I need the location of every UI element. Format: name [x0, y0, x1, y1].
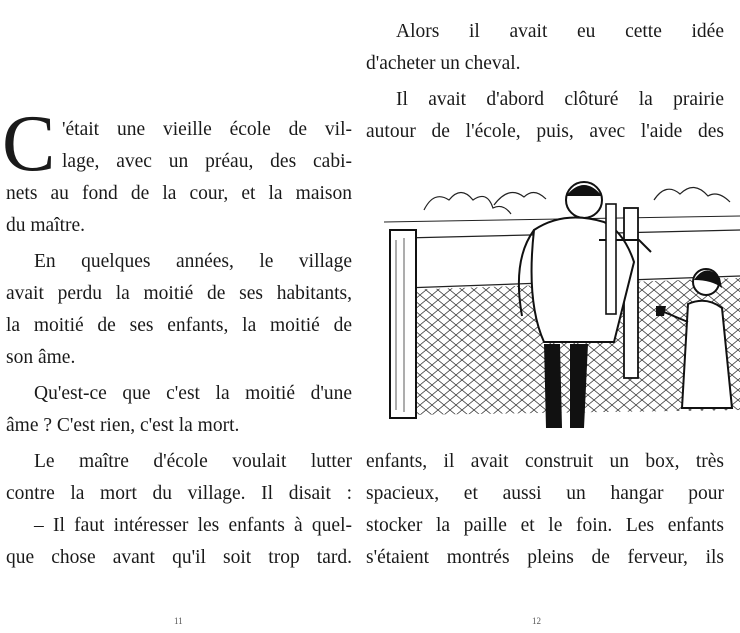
text-line: Alors il avait eu cette idée [396, 21, 724, 42]
text-line: son âme. [6, 347, 76, 368]
text-line: avait perdu la moitié de ses habitants, [6, 283, 352, 304]
text-line: du maître. [6, 215, 86, 236]
drop-cap: C [2, 100, 56, 188]
text-line: Il avait d'abord clôturé la prairie [396, 89, 724, 110]
text-line: lage, avec un préau, des cabi- [62, 151, 352, 172]
text-line: spacieux, et aussi un hangar pour [366, 483, 724, 504]
page-number: 12 [532, 616, 541, 626]
text-line: enfants, il avait construit un box, très [366, 451, 724, 472]
text-line: autour de l'école, puis, avec l'aide des [366, 121, 724, 142]
text-line: 'était une vieille école de vil- [62, 119, 352, 140]
text-line: d'acheter un cheval. [366, 53, 521, 74]
text-line: – Il faut intéresser les enfants à quel- [34, 515, 352, 536]
text-line: contre la mort du village. Il disait : [6, 483, 352, 504]
text-line: nets au fond de la cour, et la maison [6, 183, 352, 204]
text-line: âme ? C'est rien, c'est la mort. [6, 415, 240, 436]
text-line: s'étaient montrés pleins de ferveur, ils [366, 547, 724, 568]
text-line: stocker la paille et le foin. Les enfants [366, 515, 724, 536]
text-line: En quelques années, le village [34, 251, 352, 272]
text-line: Qu'est-ce que c'est la moitié d'une [34, 383, 352, 404]
text-line: que chose avant qu'il soit trop tard. [6, 547, 352, 568]
page-number: 11 [174, 616, 183, 626]
fence-building-illustration-icon [384, 160, 740, 428]
text-line: la moitié de ses enfants, la moitié de [6, 315, 352, 336]
text-line: Le maître d'école voulait lutter [34, 451, 352, 472]
